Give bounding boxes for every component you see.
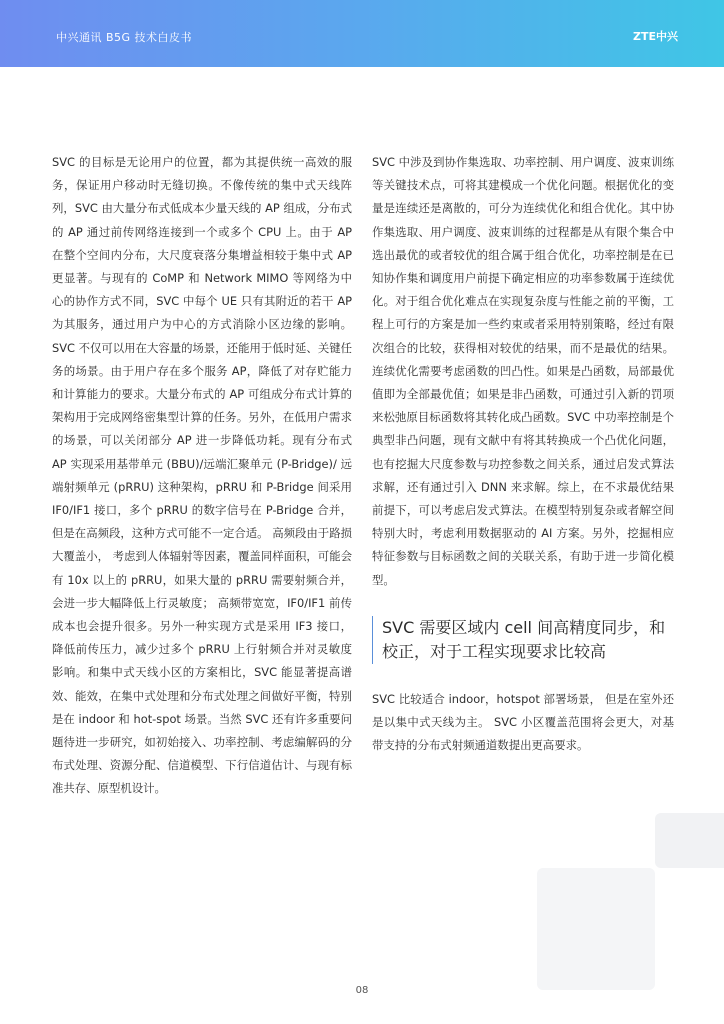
page-number: 08 bbox=[355, 985, 369, 996]
decorative-square-small bbox=[655, 813, 724, 868]
decorative-square-large bbox=[537, 868, 655, 990]
right-column bbox=[372, 151, 674, 757]
right-paragraph-2: SVC 比较适合 indoor，hotspot 部署场景， 但是在室外还是以集中式天线为主。 SVC 小区覆盖范围将会更大，对基带支持的分布式射频通道数提出更高要求。 bbox=[372, 691, 674, 753]
page-header-band bbox=[0, 0, 724, 67]
right-paragraph-1: SVC 中涉及到协作集选取、功率控制、用户调度、波束训练等关键技术点，可将其建模成一个优化问题。根据优化的变量是连续还是离散的，可分为连续优化和组合优化。其中协作集选取、用户调度、波束训练的过程都是从有限个集合中选出最优的或者较优的组合属于组合优化，功率控制是在已知协作集和调度用户前提下确定相应的功率参数属于连续优化。对于组合优化难点在实现复杂度与性能之前的平衡，工程上可行的方案是加一些约束或者采用特别策略，经过有限次组合的比较，获得相对较优的结果，而不是最优的结果。连续优化需要考虑函数的凹凸性。如果是凸函数，局部最优值即为全部最优值；如果是非凸函数，可通过引入新的罚项来松弛原目标函数将其转化成凸函数。SVC 中功率控制是个典型非凸问题，现有文献中有将其转换成一个凸优化问题，也有挖掘大尺度参数与功控参数之间关系，通过启发式算法求解，还有通过引入 DNN 来求解。综上，在不求最优结果前提下，可以考虑启发式算法。在模型特别复杂或者解空间特别大时，考虑利用数据驱动的 AI 方案。另外，挖掘相应特征参数与目标函数之间的关联关系，有助于进一步简化模型。 bbox=[372, 155, 674, 587]
left-paragraph: SVC 的目标是无论用户的位置，都为其提供统一高效的服务，保证用户移动时无缝切换。不像传统的集中式天线阵列，SVC 由大量分布式低成本少量天线的 AP 组成，分布式的 AP 通过前传网络连接到一个或多个 CPU 上。由于 AP 在整个空间内分布，大尺度衰落分集增益相较于集中式 AP 更显著。与现有的 CoMP 和 Network MIMO 等网络为中心的协作方式不同，SVC 中每个 UE 只有其附近的若干 AP 为其服务，通过用户为中心的方式消除小区边缘的影响。SVC 不仅可以用在大容量的场景，还能用于低时延、关键任务的场景。由于用户存在多个服务 AP，降低了对存贮能力和计算能力的要求。大量分布式的 AP 可组成分布式计算的架构用于完成网络密集型计算的任务。另外，在低用户需求的场景，可以关闭部分 AP 进一步降低功耗。现有分布式 AP 实现采用基带单元 (BBU)/远端汇聚单元 (P-Bridge)/ 远端射频单元 (pRRU) 这种架构，pRRU 和 P-Bridge 间采用 IF0/IF1 接口，多个 pRRU 的数字信号在 P-Bridge 合并，但是在高频段，这种方式可能不一定合适。 高频段由于路损大覆盖小， 考虑到人体辐射等因素，覆盖同样面积，可能会有 10x 以上的 pRRU，如果大量的 pRRU 需要射频合并，会进一步大幅降低上行灵敏度； 高频带宽宽，IF0/IF1 前传成本也会提升很多。另外一种实现方式是采用 IF3 接口， 降低前传压力，减少过多个 pRRU 上行射频合并对灵敏度影响。和集中式天线小区的方案相比，SVC 能显著提高谱效、能效，在集中式处理和分布式处理之间做好平衡，特别是在 indoor 和 hot-spot 场景。当然 SVC 还有许多重要问题待进一步研究，如初始接入、功率控制、考虑编解码的分布式处理、资源分配、信道模型、下行信道估计、与现有标准共存、原型机设计。 bbox=[52, 155, 352, 796]
zte-logo: ZTE中兴 bbox=[633, 30, 678, 43]
left-column bbox=[52, 151, 352, 801]
section-subheading: SVC 需要区域内 cell 间高精度同步，和校正，对于工程实现要求比较高 bbox=[372, 616, 674, 664]
header-title: 中兴通讯 B5G 技术白皮书 bbox=[56, 31, 193, 44]
